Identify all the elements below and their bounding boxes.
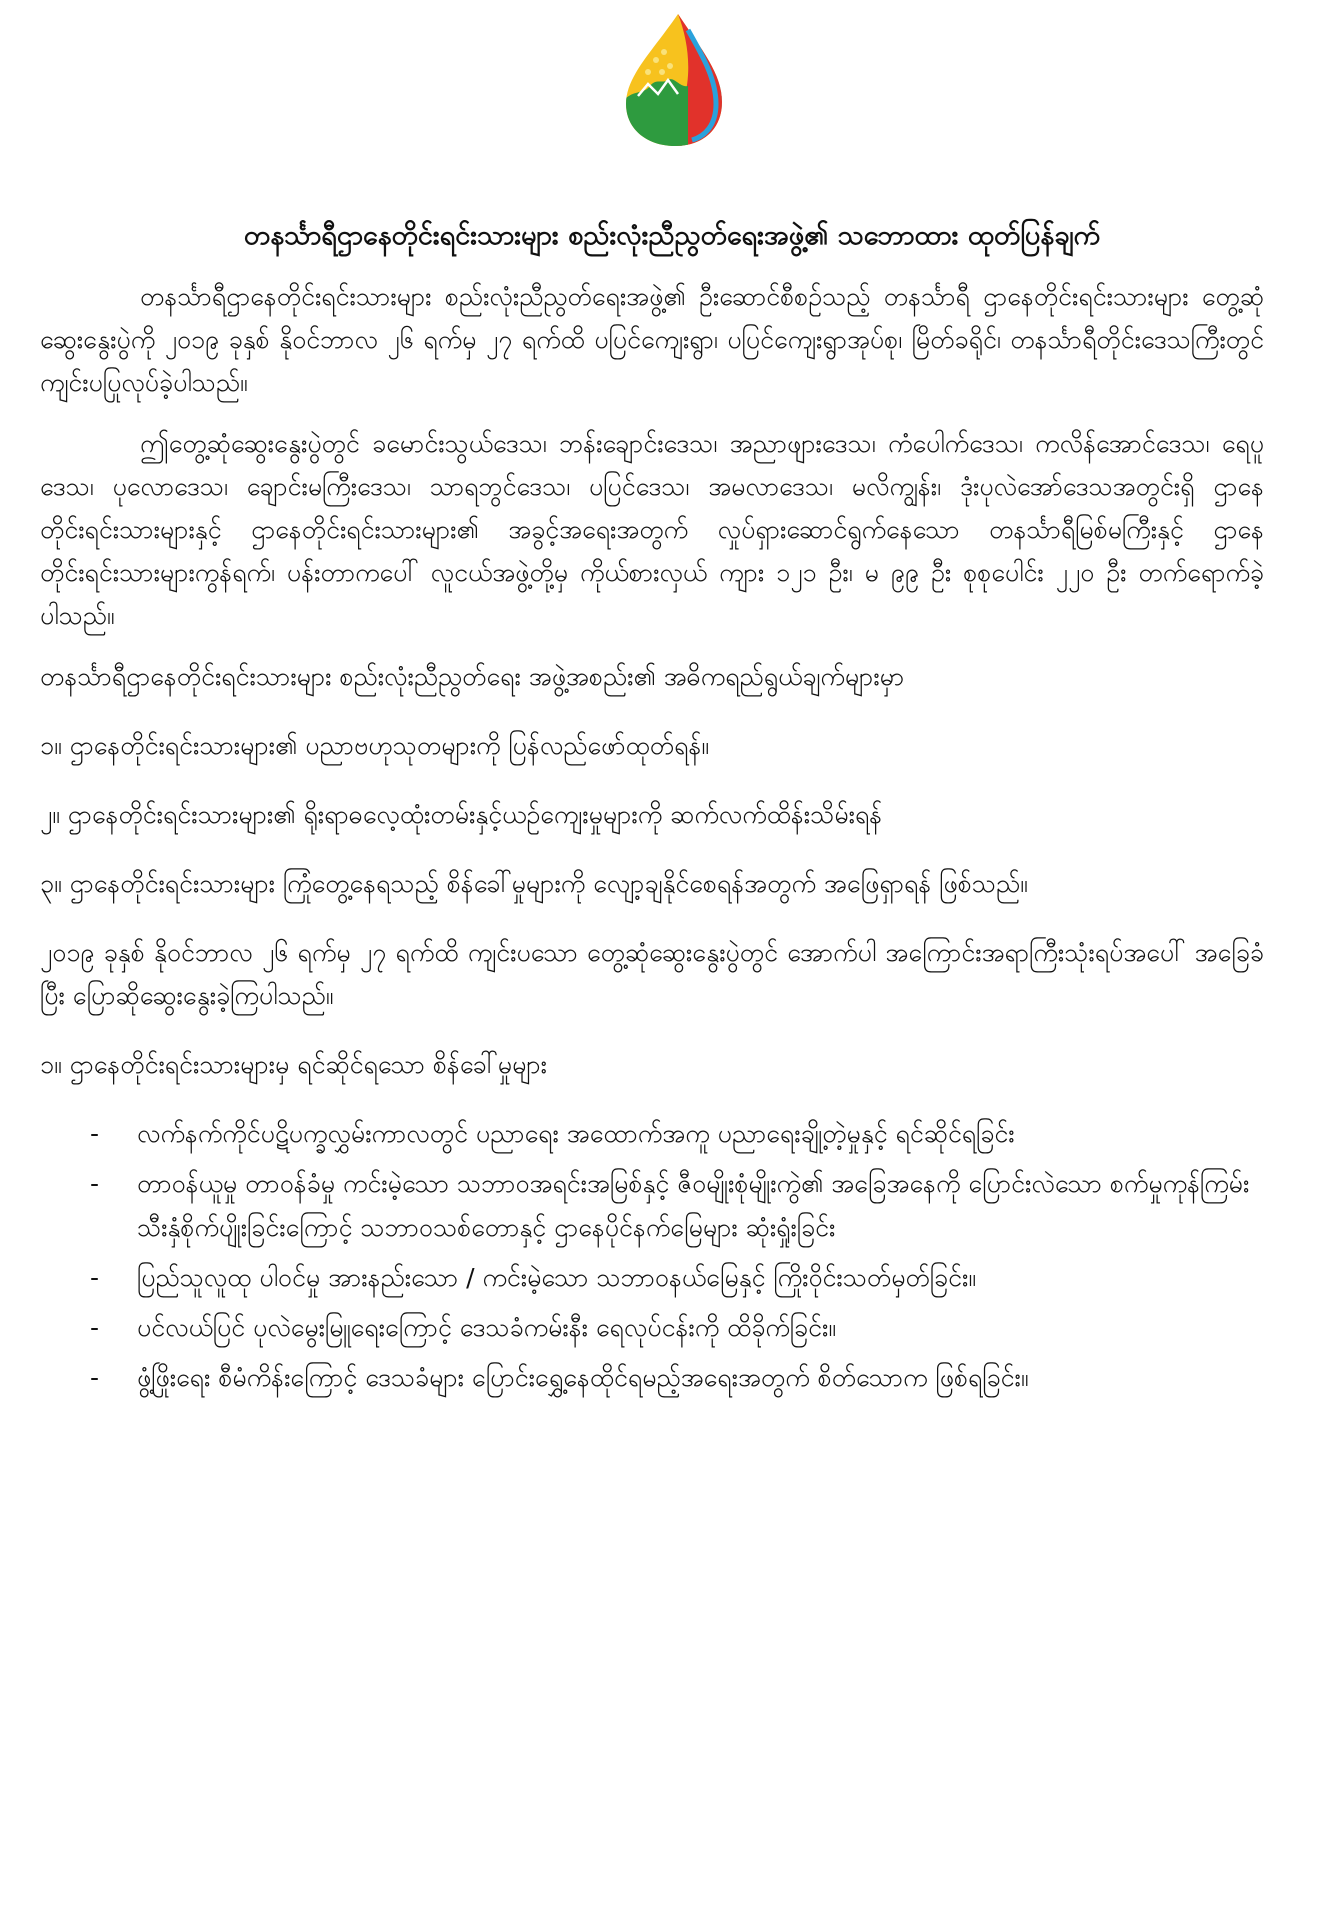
bullet-dash: - — [90, 1363, 100, 1392]
bullet-dash: - — [90, 1313, 100, 1342]
list-item — [40, 1112, 1264, 1156]
list-item — [40, 1356, 1264, 1400]
list-item-text: ပြည်သူလူထု ပါဝင်မှု အားနည်းသော / ကင်းမဲ့သော သဘာဝနယ်မြေနှင့် ကြိုးဝိုင်းသတ်မှတ်ခြင်း။ — [137, 1263, 976, 1292]
objective-item: ၂။ ဌာနေတိုင်းရင်းသားများ၏ ရိုးရာဓလေ့ထုံးတမ်းနှင့်ယဉ်ကျေးမှုများကို ဆက်လက်ထိန်းသိမ်းရန် — [40, 800, 883, 829]
list-item — [40, 1256, 1264, 1300]
list-item-text: လက်နက်ကိုင်ပဋိပက္ခလွှမ်းကာလတွင် ပညာရေး အထောက်အကူ ပညာရေးချို့တဲ့မှုနှင့် ရင်ဆိုင်ရခြင်း — [137, 1119, 1015, 1148]
document-body — [40, 275, 1264, 1406]
section-heading: ၁။ ဌာနေတိုင်းရင်းသားများမှ ရင်ဆိုင်ရသော စိန်ခေါ်မှုများ — [40, 1050, 547, 1079]
list-item-text: ဖွံ့ဖြိုးရေး စီမံကိန်းကြောင့် ဒေသခံများ ပြောင်းရွှေ့နေထိုင်ရမည့်အရေးအတွက် စိတ်သောက ဖြစ်ရခြင်း။ — [137, 1363, 1029, 1392]
bullet-dash: - — [90, 1263, 100, 1292]
bullet-dash: - — [90, 1119, 100, 1148]
discussion-intro: ၂၀၁၉ ခုနှစ် နိုဝင်ဘာလ ၂၆ ရက်မှ ၂၇ ရက်ထိ ကျင်းပသော တွေ့ဆုံဆွေးနွေးပွဲတွင် အောက်ပါ အကြောင်းအရာကြီးသုံးရပ်အပေါ် အခြေခံပြီး ပြောဆိုဆွေးနွေးခဲ့ကြပါသည်။ — [40, 938, 1264, 1010]
bullet-dash: - — [90, 1169, 100, 1198]
attendees-paragraph: ဤတွေ့ဆုံဆွေးနွေးပွဲတွင် ခမောင်းသွယ်ဒေသ၊ ဘန်းချောင်းဒေသ၊ အညာဖျားဒေသ၊ ကံပေါက်ဒေသ၊ ကလိန်အောင်ဒေသ၊ ရေပူဒေသ၊ ပုလောဒေသ၊ ချောင်းမကြီးဒေသ၊ သာရဘွင်ဒေသ၊ ပပြင်ဒေသ၊ အမလာဒေသ၊ မလိကျွန်း၊ ဒုံးပုလဲအော်ဒေသအတွင်းရှိ ဌာနေတိုင်းရင်းသားများနှင့် ဌာနေတိုင်းရင်းသားများ၏ အခွင့်အရေးအတွက် လှုပ်ရှားဆောင်ရွက်နေသော တနင်္သာရီမြစ်မကြီးနှင့် ဌာနေတိုင်းရင်းသားများကွန်ရက်၊ ပန်းတာကပေါ် လူငယ်အဖွဲ့တို့မှ ကိုယ်စားလှယ် ကျား ၁၂၁ ဦး၊ မ ၉၉ ဦး စုစုပေါင်း ၂၂၀ ဦး တက်ရောက်ခဲ့ပါသည်။ — [40, 429, 1264, 630]
list-item — [40, 1162, 1264, 1250]
challenges-list — [40, 1112, 1264, 1400]
objective-item: ၁။ ဌာနေတိုင်းရင်းသားများ၏ ပညာဗဟုသုတများကို ပြန်လည်ဖော်ထုတ်ရန်။ — [40, 731, 709, 760]
list-item — [40, 1306, 1264, 1350]
objectives-intro: တနင်္သာရီဌာနေတိုင်းရင်းသားများ စည်းလုံးညီညွတ်ရေး အဖွဲ့အစည်း၏ အဓိကရည်ရွယ်ချက်များမှာ — [40, 662, 905, 691]
drop-logo-icon — [618, 10, 728, 148]
objective-item: ၃။ ဌာနေတိုင်းရင်းသားများ ကြုံတွေ့နေရသည့် စိန်ခေါ်မှုများကို လျော့ချနိုင်စေရန်အတွက် အဖြေရှာရန် ဖြစ်သည်။ — [40, 869, 1028, 898]
document-title: တနင်္သာရီဌာနေတိုင်းရင်းသားများ စည်းလုံးညီညွတ်ရေးအဖွဲ့၏ သဘောထား ထုတ်ပြန်ချက် — [243, 220, 1101, 251]
list-item-text: ပင်လယ်ပြင် ပုလဲမွေးမြူရေးကြောင့် ဒေသခံကမ်းနီး ရေလုပ်ငန်းကို ထိခိုက်ခြင်း။ — [137, 1313, 836, 1342]
list-item-text: တာဝန်ယူမှု တာဝန်ခံမှု ကင်းမဲ့သော သဘာဝအရင်းအမြစ်နှင့် ဇီဝမျိုးစုံမျိုးကွဲ၏ အခြေအနေကို ပြောင်းလဲသော စက်မှုကုန်ကြမ်း သီးနှံစိုက်ပျိုးခြင်းကြောင့် သဘာဝသစ်တောနှင့် ဌာနေပိုင်နက်မြေများ ဆုံးရှုံးခြင်း — [137, 1169, 1250, 1242]
intro-paragraph: တနင်္သာရီဌာနေတိုင်းရင်းသားများ စည်းလုံးညီညွတ်ရေးအဖွဲ့၏ ဦးဆောင်စီစဉ်သည့် တနင်္သာရီ ဌာနေတိုင်းရင်းသားများ တွေ့ဆုံဆွေးနွေးပွဲကို ၂၀၁၉ ခုနှစ် နိုဝင်ဘာလ ၂၆ ရက်မှ ၂၇ ရက်ထိ ပပြင်ကျေးရွာ၊ ပပြင်ကျေးရွာအုပ်စု၊ မြိတ်ခရိုင်၊ တနင်္သာရီတိုင်းဒေသကြီးတွင် ကျင်းပပြုလုပ်ခဲ့ပါသည်။ — [40, 282, 1264, 397]
